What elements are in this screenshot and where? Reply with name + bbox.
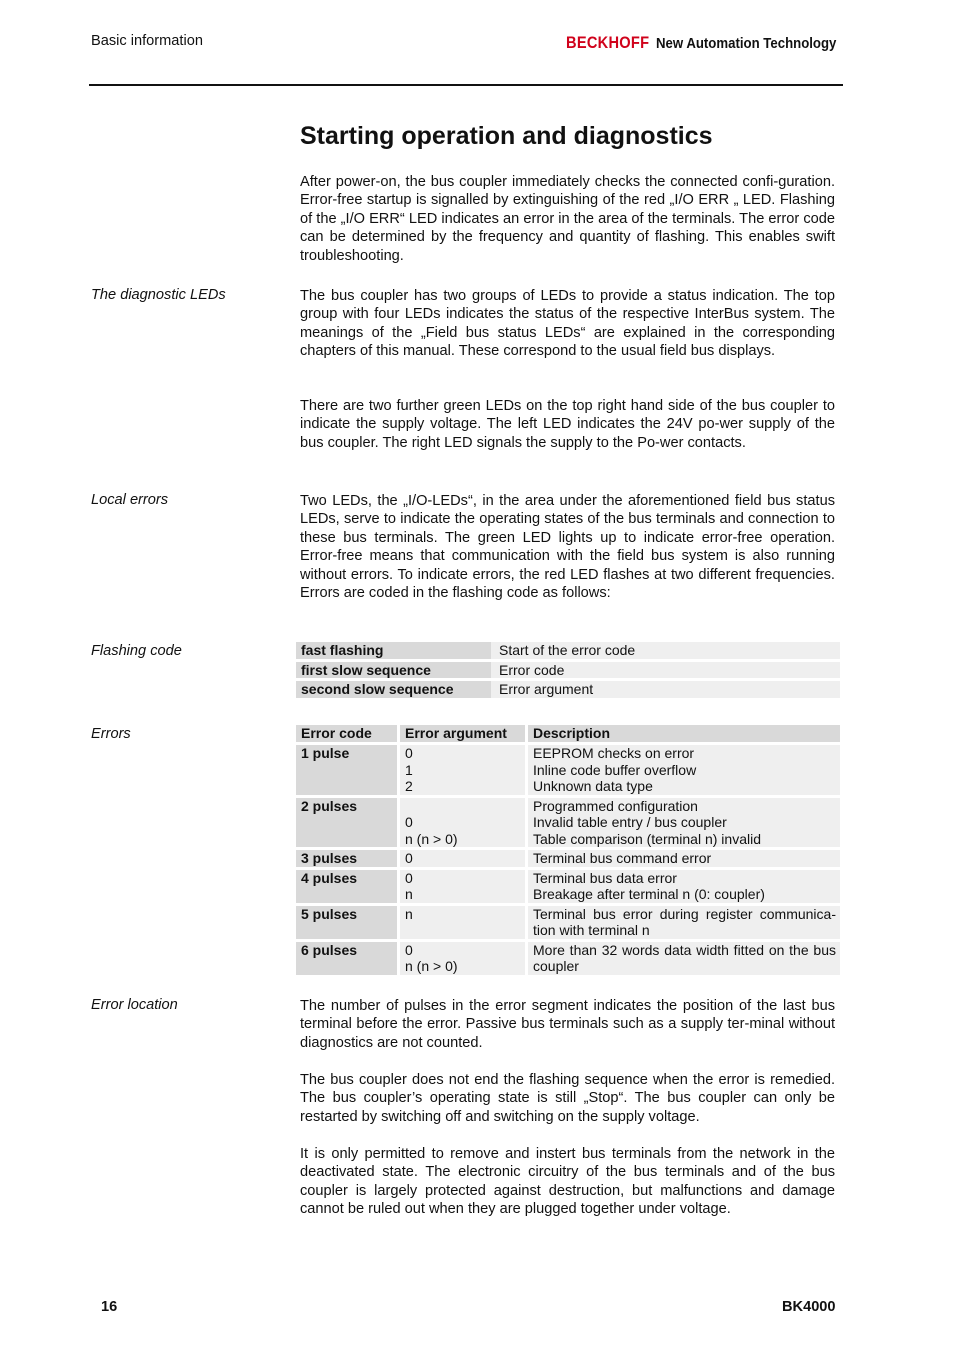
table-row — [296, 681, 840, 698]
table-row — [296, 662, 840, 679]
column-header-error-argument: Error argument — [397, 725, 525, 742]
header-rule — [89, 84, 843, 86]
error-code-cell: 3 pulses — [296, 850, 397, 867]
column-header-description: Description — [525, 725, 840, 742]
description-cell: EEPROM checks on error Inline code buffer overflow Unknown data type — [525, 745, 840, 795]
side-label-local-errors: Local errors — [91, 492, 169, 508]
leds-paragraph-2: There are two further green LEDs on the top right hand side of the bus coupler to indicate the supply voltage. The left LED indicates the 24V po-wer supply of the bus coupler. The right LED signals the supply to the Po-wer contacts. — [300, 398, 835, 451]
table-row — [296, 906, 840, 939]
brand-tagline: New Automation Technology — [655, 35, 837, 52]
error-location-paragraph-1: The number of pulses in the error segment indicates the position of the last bus terminal before the error. Passive bus terminals such as a supply ter-minal without diagnostics are not counted. — [300, 998, 835, 1051]
page-number: 16 — [101, 1299, 118, 1315]
error-argument-cell: 0 n — [397, 870, 525, 903]
page-title: Starting operation and diagnostics — [300, 122, 713, 150]
error-location-paragraph-2: The bus coupler does not end the flashing sequence when the error is remedied. The bus coupler’s operating state is still „Stop“. The bus coupler can only be restarted by switching off and switching on the supply voltage. — [300, 1072, 835, 1125]
table-row — [296, 942, 840, 975]
table-row — [296, 798, 840, 848]
table-row — [296, 745, 840, 795]
leds-paragraph-1: The bus coupler has two groups of LEDs to provide a status indication. The top group with four LEDs indicates the status of the respective InterBus system. The meanings of the „Field bus status LEDs“ are explained in the corresponding chapters of this manual. These correspond to the usual field bus displays. — [300, 288, 835, 360]
table-row — [296, 850, 840, 867]
local-errors-paragraph: Two LEDs, the „I/O-LEDs“, in the area under the aforementioned field bus status LEDs, serve to indicate the operating states of the bus terminals and connection to these bus terminals. The green LED lights up to indicate error-free operation. Error-free means that communication with the field bus system is also running without errors. To indicate errors, the red LED flashes at two different frequencies. Errors are coded in the flashing code as follows: — [300, 493, 835, 602]
beckhoff-logo — [566, 33, 861, 53]
description-cell: More than 32 words data width fitted on the bus coupler — [525, 942, 840, 975]
error-code-cell: 4 pulses — [296, 870, 397, 903]
error-code-cell: 2 pulses — [296, 798, 397, 848]
flash-key: first slow sequence — [296, 662, 491, 679]
header-section: Basic information — [91, 33, 203, 49]
flash-value: Error code — [491, 662, 840, 679]
brand-name: BECKHOFF — [566, 33, 650, 52]
intro-paragraph: After power-on, the bus coupler immediately checks the connected confi-guration. Error-free startup is signalled by extinguishing of the red „I/O ERR „ LED. Flashing of the „I/O ERR“ LED indicates an error in the area of the terminals. The error code can be determined by the frequency and quantity of flashing. This enables swift troubleshooting. — [300, 174, 835, 264]
table-row — [296, 870, 840, 903]
description-cell: Terminal bus data error Breakage after terminal n (0: coupler) — [525, 870, 840, 903]
flash-value: Error argument — [491, 681, 840, 698]
side-label-error-location: Error location — [91, 997, 178, 1013]
errors-table — [296, 722, 840, 978]
description-cell: Terminal bus error during register communica-tion with terminal n — [525, 906, 840, 939]
error-argument-cell: n — [397, 906, 525, 939]
error-argument-cell: 0 — [397, 850, 525, 867]
table-header-row — [296, 725, 840, 742]
flashing-code-table — [296, 639, 840, 701]
side-label-errors: Errors — [91, 726, 131, 742]
error-argument-cell: 0 1 2 — [397, 745, 525, 795]
table-row — [296, 642, 840, 659]
error-argument-cell: 0 n (n > 0) — [397, 798, 525, 848]
error-argument-cell: 0 n (n > 0) — [397, 942, 525, 975]
error-code-cell: 1 pulse — [296, 745, 397, 795]
product-name: BK4000 — [782, 1299, 836, 1315]
flash-value: Start of the error code — [491, 642, 840, 659]
side-label-diagnostic-leds: The diagnostic LEDs — [91, 287, 226, 303]
side-label-flashing-code: Flashing code — [91, 643, 182, 659]
error-location-paragraph-3: It is only permitted to remove and instert bus terminals from the network in the deactivated state. The electronic circuitry of the bus terminals and of the bus coupler is largely protected against destruction, but malfunctions and damage cannot be ruled out when they are plugged together under voltage. — [300, 1146, 835, 1218]
description-cell: Programmed configuration Invalid table entry / bus coupler Table comparison (terminal n) invalid — [525, 798, 840, 848]
flash-key: second slow sequence — [296, 681, 491, 698]
error-code-cell: 5 pulses — [296, 906, 397, 939]
errors-table-body — [296, 745, 840, 975]
description-cell: Terminal bus command error — [525, 850, 840, 867]
error-code-cell: 6 pulses — [296, 942, 397, 975]
column-header-error-code: Error code — [296, 725, 397, 742]
flash-key: fast flashing — [296, 642, 491, 659]
